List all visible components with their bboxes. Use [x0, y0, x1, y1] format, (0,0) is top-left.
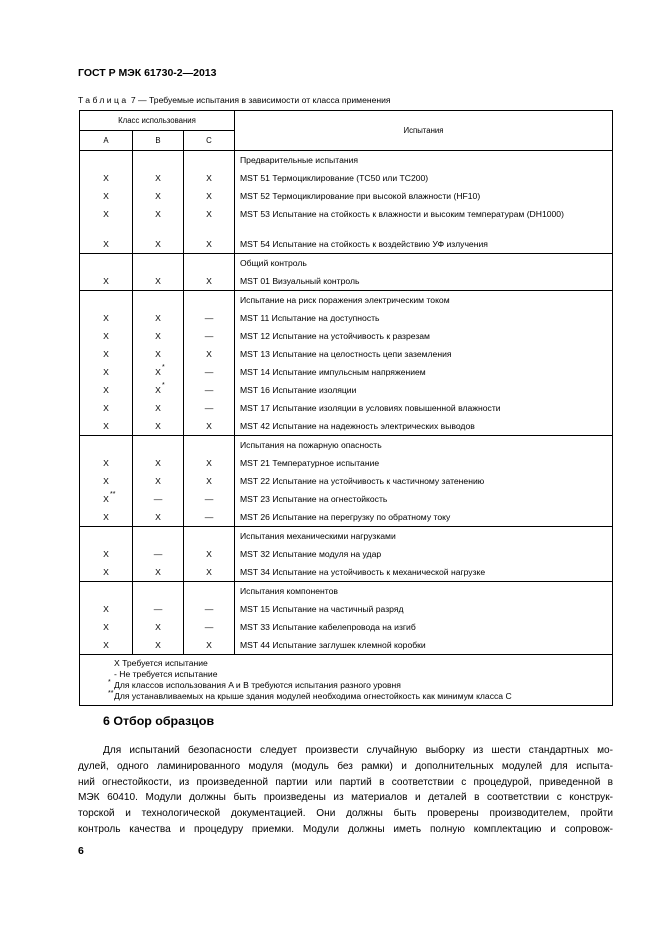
- tests-column: [235, 436, 613, 527]
- class-b-mark: X: [155, 640, 161, 650]
- class-b-column: [133, 151, 184, 254]
- test-name: MST 14 Испытание импульсным напряжением: [240, 367, 426, 377]
- column-c-header: C: [184, 131, 235, 151]
- class-b-mark: X: [155, 191, 161, 201]
- class-b-mark: X: [155, 367, 161, 377]
- test-name: MST 23 Испытание на огнестойкость: [240, 494, 388, 504]
- paragraph-line: торской и технологической документацией. Они должны быть проверены производителем, пройти: [78, 808, 613, 820]
- test-name: MST 15 Испытание на частичный разряд: [240, 604, 404, 614]
- footnote-marker: *: [108, 679, 111, 686]
- test-name: MST 26 Испытание на перегрузку по обратному току: [240, 512, 451, 522]
- test-name: MST 51 Термоциклирование (TC50 или TC200): [240, 173, 429, 183]
- class-c-column: [184, 436, 235, 527]
- group-title: Испытания компонентов: [240, 586, 338, 596]
- tests-column: [235, 291, 613, 436]
- class-a-mark: X: [103, 367, 109, 377]
- test-name: MST 17 Испытание изоляции в условиях повышенной влажности: [240, 403, 501, 413]
- note-text: - Не требуется испытание: [114, 669, 218, 679]
- note-text: Для устанавливаемых на крыше здания модулей необходима огнестойкость как минимум класса C: [114, 691, 512, 701]
- class-b-mark: X: [155, 313, 161, 323]
- class-c-mark: —: [204, 604, 214, 614]
- test-name: MST 44 Испытание заглушек клемной коробки: [240, 640, 426, 650]
- class-b-mark: X: [155, 276, 161, 286]
- class-b-mark: X: [155, 622, 161, 632]
- class-b-mark: X: [155, 421, 161, 431]
- tests-column: [235, 254, 613, 291]
- class-c-mark: X: [206, 458, 212, 468]
- test-group: [80, 582, 613, 655]
- footnote-marker: *: [162, 364, 165, 371]
- document-header: ГОСТ Р МЭК 61730-2—2013: [78, 67, 217, 79]
- table-notes-row: [80, 655, 613, 706]
- paragraph-line: ний огнестойкости, из произведенной партии или партий в соответствии с процедурой, приведенной в: [78, 776, 613, 788]
- class-c-mark: —: [204, 331, 214, 341]
- class-b-mark: X: [155, 173, 161, 183]
- group-title: Общий контроль: [240, 258, 307, 268]
- class-a-mark: X: [103, 494, 109, 504]
- class-b-column: [133, 254, 184, 291]
- class-a-mark: X: [103, 349, 109, 359]
- class-a-mark: X: [103, 567, 109, 577]
- table-caption: [78, 95, 391, 105]
- class-c-mark: X: [206, 640, 212, 650]
- class-a-column: [80, 254, 133, 291]
- class-c-column: [184, 254, 235, 291]
- group-title: Предварительные испытания: [240, 155, 359, 165]
- note-text: X Требуется испытание: [114, 658, 208, 668]
- class-b-column: [133, 527, 184, 582]
- class-c-column: [184, 582, 235, 655]
- class-b-column: [133, 582, 184, 655]
- class-a-mark: X: [103, 191, 109, 201]
- class-c-mark: X: [206, 209, 212, 219]
- class-c-mark: —: [204, 385, 214, 395]
- class-a-mark: X: [103, 209, 109, 219]
- note-line: [114, 669, 612, 680]
- note-line: [108, 679, 612, 691]
- test-group: [80, 436, 613, 527]
- class-b-mark: X: [155, 385, 161, 395]
- class-a-mark: X: [103, 239, 109, 249]
- class-b-mark: X: [155, 349, 161, 359]
- class-c-mark: —: [204, 367, 214, 377]
- class-a-column: [80, 436, 133, 527]
- test-group: [80, 527, 613, 582]
- footnote-marker: **: [108, 690, 114, 697]
- footnote-marker: **: [110, 491, 116, 498]
- test-name: MST 32 Испытание модуля на удар: [240, 549, 382, 559]
- test-name: MST 16 Испытание изоляции: [240, 385, 357, 395]
- page-number: 6: [78, 845, 84, 857]
- class-b-mark: X: [155, 476, 161, 486]
- class-c-mark: X: [206, 567, 212, 577]
- class-a-mark: X: [103, 640, 109, 650]
- test-name: MST 21 Температурное испытание: [240, 458, 380, 468]
- class-c-mark: —: [204, 622, 214, 632]
- test-name: MST 42 Испытание на надежность электрических выводов: [240, 421, 475, 431]
- class-a-column: [80, 582, 133, 655]
- class-b-mark: X: [155, 403, 161, 413]
- class-a-mark: X: [103, 458, 109, 468]
- group-title: Испытание на риск поражения электрическим током: [240, 295, 450, 305]
- note-line: [108, 690, 612, 702]
- test-name: MST 12 Испытание на устойчивость к разрезам: [240, 331, 430, 341]
- class-a-mark: X: [103, 385, 109, 395]
- class-c-mark: X: [206, 421, 212, 431]
- caption-label: Таблица: [78, 95, 129, 105]
- class-a-mark: X: [103, 403, 109, 413]
- test-name: MST 13 Испытание на целостность цепи заземления: [240, 349, 452, 359]
- class-c-column: [184, 151, 235, 254]
- paragraph-line: контроль качества и процедуру приемки. Модули должны иметь полную комплектацию и сопровож-: [78, 823, 613, 835]
- note-line: [114, 658, 612, 669]
- class-a-column: [80, 151, 133, 254]
- test-group: [80, 254, 613, 291]
- class-c-mark: X: [206, 549, 212, 559]
- class-c-mark: X: [206, 191, 212, 201]
- test-name: MST 52 Термоциклирование при высокой влажности (HF10): [240, 191, 481, 201]
- table-notes: [80, 655, 613, 706]
- class-c-mark: —: [204, 313, 214, 323]
- test-group: [80, 151, 613, 254]
- class-b-mark: X: [155, 567, 161, 577]
- class-a-column: [80, 291, 133, 436]
- class-a-mark: X: [103, 313, 109, 323]
- class-b-mark: X: [155, 209, 161, 219]
- column-b-header: B: [133, 131, 184, 151]
- test-name: MST 22 Испытание на устойчивость к частичному затенению: [240, 476, 485, 486]
- footnote-marker: *: [162, 382, 165, 389]
- class-b-mark: —: [153, 604, 163, 614]
- class-c-mark: —: [204, 512, 214, 522]
- test-name: MST 01 Визуальный контроль: [240, 276, 360, 286]
- class-b-column: [133, 291, 184, 436]
- caption-text: 7 — Требуемые испытания в зависимости от класса применения: [128, 95, 391, 105]
- class-b-mark: X: [155, 512, 161, 522]
- paragraph-line: МЭК 60410. Модули должны быть произведены из материалов и деталей в соответствии с конструк-: [78, 792, 613, 804]
- test-name: MST 34 Испытание на устойчивость к механической нагрузке: [240, 567, 486, 577]
- class-c-column: [184, 527, 235, 582]
- test-name: MST 53 Испытание на стойкость к влажности и высоким температурам (DH1000): [240, 209, 564, 219]
- group-title: Испытания на пожарную опасность: [240, 440, 382, 450]
- section-title: 6 Отбор образцов: [103, 714, 215, 728]
- test-name: MST 33 Испытание кабелепровода на изгиб: [240, 622, 416, 632]
- class-a-mark: X: [103, 604, 109, 614]
- class-b-mark: X: [155, 239, 161, 249]
- column-a-header: A: [80, 131, 133, 151]
- class-c-mark: X: [206, 476, 212, 486]
- class-a-mark: X: [103, 331, 109, 341]
- paragraph-line: дулей, одного ламинированного модуля (модуль без рамки) и дополнительных модулей для испыта-: [78, 760, 613, 772]
- class-a-mark: X: [103, 421, 109, 431]
- table-body: [80, 151, 613, 655]
- class-a-mark: X: [103, 512, 109, 522]
- class-header: Класс использования: [80, 111, 235, 131]
- class-b-mark: X: [155, 458, 161, 468]
- class-c-mark: X: [206, 349, 212, 359]
- tests-column: [235, 527, 613, 582]
- tests-column: [235, 151, 613, 254]
- class-c-column: [184, 291, 235, 436]
- class-c-mark: X: [206, 276, 212, 286]
- section-paragraph: [78, 743, 613, 838]
- test-name: MST 54 Испытание на стойкость к воздействию УФ излучения: [240, 239, 488, 249]
- paragraph-line: Для испытаний безопасности следует произвести случайную выборку из шести стандартных мо-: [103, 745, 613, 756]
- group-title: Испытания механическими нагрузками: [240, 531, 396, 541]
- test-name: MST 11 Испытание на доступность: [240, 313, 380, 323]
- class-c-mark: X: [206, 173, 212, 183]
- class-a-mark: X: [103, 549, 109, 559]
- class-a-mark: X: [103, 276, 109, 286]
- class-b-mark: X: [155, 331, 161, 341]
- class-b-column: [133, 436, 184, 527]
- requirements-table: [79, 110, 613, 706]
- class-b-mark: —: [153, 494, 163, 504]
- class-a-mark: X: [103, 476, 109, 486]
- class-a-mark: X: [103, 173, 109, 183]
- class-c-mark: —: [204, 403, 214, 413]
- test-group: [80, 291, 613, 436]
- class-c-mark: X: [206, 239, 212, 249]
- class-c-mark: —: [204, 494, 214, 504]
- class-b-mark: —: [153, 549, 163, 559]
- tests-column: [235, 582, 613, 655]
- class-a-column: [80, 527, 133, 582]
- tests-header: Испытания: [235, 111, 613, 151]
- note-text: Для классов использования A и B требуются испытания разного уровня: [114, 680, 401, 690]
- class-a-mark: X: [103, 622, 109, 632]
